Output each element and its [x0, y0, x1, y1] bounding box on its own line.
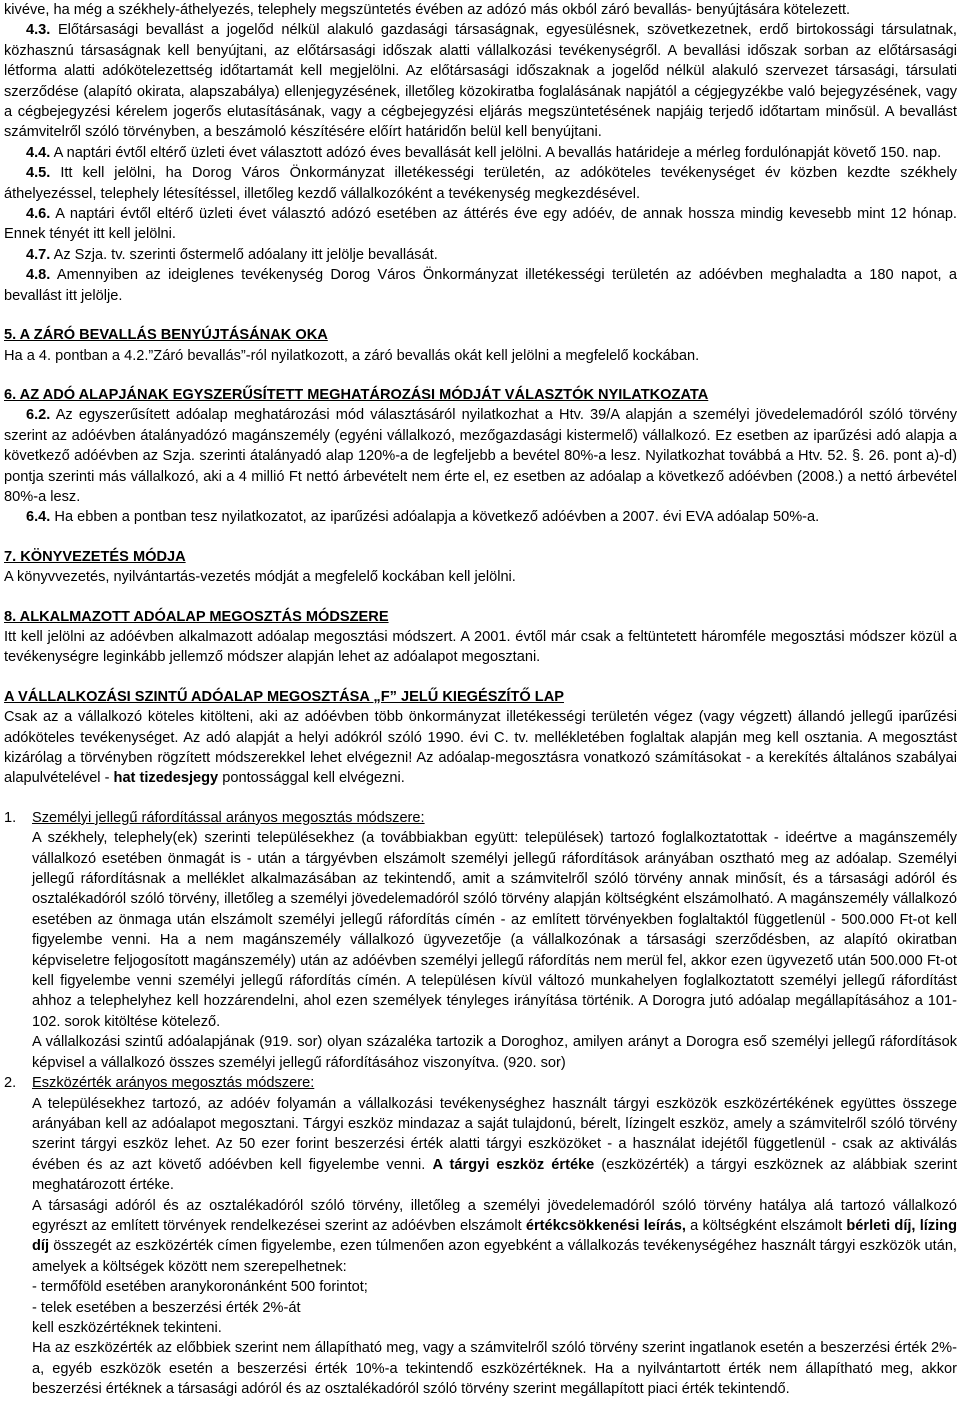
section-7-heading: 7. KÖNYVEZETÉS MÓDJA [4, 548, 186, 565]
list-item-2-title: Eszközérték arányos megosztás módszere: [32, 1075, 315, 1092]
item-4-3 [4, 20, 957, 142]
list-item-2-p2 [32, 1196, 957, 1278]
spacer [4, 366, 957, 385]
list-item-2-p2-c: összegét az eszközérték címen figyelembe, ezen túlmenően azon egyebként a vállalkozás tevékenységéhez használt tárgyi eszközök után, amelyek a költségek között nem szerepelhetnek: [32, 1238, 957, 1275]
section-f-heading: A VÁLLALKOZÁSI SZINTŰ ADÓALAP MEGOSZTÁSA „F” JELŰ KIEGÉSZÍTŐ LAP [4, 688, 564, 705]
section-6-heading: 6. AZ ADÓ ALAPJÁNAK EGYSZERŰSÍTETT MEGHATÁROZÁSI MÓDJÁT VÁLASZTÓK NYILATKOZATA [4, 386, 709, 403]
list-item-1-body [4, 828, 957, 1073]
spacer [4, 789, 957, 808]
list-item-1-num: 1. [4, 809, 17, 826]
list-item-2-dash-2: - telek esetében a beszerzési érték 2%-át [32, 1299, 301, 1316]
list-item-2-p1-b: (eszközérték) a tárgyi eszköznek az alábbiak szerint meghatározott értéke. [32, 1156, 957, 1194]
section-7-text: A könyvvezetés, nyilvántartás-vezetés módját a megfelelő kockában kell jelölni. [4, 569, 516, 586]
section-6-4 [4, 507, 957, 527]
spacer [4, 528, 957, 547]
section-6-2-text: Az egyszerűsített adóalap meghatározási mód választásáról nyilatkozhat a Htv. 39/A alapján a személyi jövedelemadóról szóló törvény szerint az adóévben átalányadózó magánszemély (egyéni vállalkozó, mezőgazdasági kistermelő) vállalkozó. Ez esetben az iparűzési adó alapja a következő adóévben az Szja. szerinti átalányadó alap 120%-a de legfeljebb a bevétel 80%-a lesz. Nyilatkozhat továbbá a Htv. 52. §. 26. pont a)-d) pontja szerinti más vállalkozó, aki a 4 millió Ft nettó árbevételt nem érte el, ez esetben az adóalap a következő adóévben (2008.) a nettó árbevétel 80%-a lesz. [4, 407, 958, 505]
list-item-2-dash-1: - termőföld esetében aranykoronánként 500 forintot; [32, 1279, 368, 1296]
item-4-8-num: 4.8. [26, 267, 51, 284]
section-5-text: Ha a 4. pontban a 4.2.”Záró bevallás”-ról nyilatkozott, a záró bevallás okát kell jelölni a megfelelő kockában. [4, 347, 700, 364]
list-item-2-p2-bold1: értékcsökkenési leírás, [525, 1217, 686, 1234]
list-item-2-body [4, 1094, 957, 1400]
section-8-heading: 8. ALKALMAZOTT ADÓALAP MEGOSZTÁS MÓDSZERE [4, 608, 389, 625]
section-6-4-num: 6.4. [26, 509, 51, 526]
list-item-2-dash-3: kell eszközértéknek tekinteni. [32, 1319, 222, 1336]
item-4-5-num: 4.5. [26, 165, 51, 182]
list-item-2-p1-a: A településekhez tartozó, az adóév folyamán a vállalkozási tevékenységhez használt tárgyi eszközök eszközértékének együttes összege arányában kell az adóalapot megosztani. Tárgyi eszköz mindazaz a saját tulajdonú, bérelt, lízingelt eszköz, amely a számvitelről szóló törvény szerint tárgyi eszköz lehet. Az 50 ezer forint beszerzési érték alatti tárgyi eszközöket - a használat idejétől függetlenül - csak az aktiválás évében és az azt követő adóévben kell figyelembe venni. [32, 1095, 957, 1173]
list-item-1 [4, 808, 957, 828]
intro-tail: kivéve, ha még a székhely-áthelyezés, telephely megszüntetés évében az adózó más okból záró bevallás- benyújtására kötelezett. [4, 2, 851, 18]
item-4-8-text: Amennyiben az ideiglenes tevékenység Dorog Város Önkormányzat illetékességi területén az adóévben meghaladta a 180 napot, a bevallást itt jelölje. [4, 267, 958, 304]
list-item-2-p1 [32, 1094, 957, 1196]
item-4-6-num: 4.6. [26, 206, 51, 223]
section-6-2-num: 6.2. [26, 407, 51, 424]
item-4-6-text: A naptári évtől eltérő üzleti évet választó adózó esetében az áttérés éve egy adóév, de annak hossza mindig kevesebb mint 12 hónap. Ennek tényét itt kell jelölni. [4, 206, 957, 243]
section-f-text-a: Csak az a vállalkozó köteles kitölteni, aki az adóévben több önkormányzat illetékességi területén végez (vagy végzett) állandó jellegű iparűzési adóköteles tevékenységet. Az adó alapját a helyi adókról szóló 1990. évi C. tv. mellékletében foglaltak alapján meg kell osztania. A megosztást kizárólag a törvényben rögzített módszerekkel lehet elvégezni! Az adóalap-megosztásra vonatkozó számításokat - a kerekítés általános szabályai alapulvételével - [4, 709, 957, 787]
list-item-1-p1: A székhely, telephely(ek) szerinti településekhez (a továbbiakban együtt: települések) tartozó foglalkoztatottak - ideértve a magánszemély vállalkozó esetében önmagát is - után a tárgyévben elszámolt személyi jellegű ráfordítások arányában osztható meg az adóalap. Személyi jellegű ráfordításnak a melléklet alkalmazásában az tekintendő, amit a számvitelről szóló törvény annak minősít, és a társasági adóról és osztalékadóról szóló törvény, illetőleg a személyi jövedelemadóról szóló törvény alapján költségként elszámolható. A magánszemély vállalkozó esetében az önmaga után elszámolt személyi jellegű ráfordítás címén - az említett törvényekben foglaltaktól függetlenül - 500.000 Ft-ot kell figyelembe venni. Ha a nem magánszemély vállalkozó ügyvezetője (a vállalkozónak a társasági szerződésben, az alapító okiratban képviseletre feljogosított magánszemély) után az adóévben személyi jellegű ráfordítás nem merül fel, akkor ezen ügyvezető után 500.000 Ft-ot kell figyelembe venni személyi jellegű ráfordítás címén. A településen kívül változó munkahelyen foglalkoztatott személyi jellegű ráfordítást ahhoz a telephelyhez kell hozzárendelni, ahol ezen személyek tényleges irányítása történik. A Dorogra jutó adóalap megállapításához a 101-102. sorok kitöltése kötelező. [32, 830, 957, 1030]
item-4-6 [4, 204, 957, 245]
spacer [4, 588, 957, 607]
item-4-5-text: Itt kell jelölni, ha Dorog Város Önkormányzat illetékességi területén, az adóköteles tevékenységet év közben kezdte székhely áthelyezéssel, telephely létesítéssel, illetőleg kezdő vállalkozóként a tevékenység megkezdésével. [4, 165, 957, 202]
item-4-5 [4, 163, 957, 204]
list-item-2-num: 2. [4, 1075, 17, 1092]
item-4-4-num: 4.4. [26, 144, 51, 161]
list-item-2-p3: Ha az eszközérték az előbbiek szerint nem állapítható meg, vagy a számvitelről szóló törvény szerint ingatlanok esetén a beszerzési érték 2%-a, egyéb eszközök esetén a beszerzési érték 10%-a tekintendő eszközértéknek. Ha a nyilvántartott érték nem állapítható meg, akkor beszerzési értéknek a társasági adóról és az osztalékadóról szóló törvény szerint megállapított piaci érték tekintendő. [32, 1340, 957, 1398]
item-4-7 [4, 245, 957, 265]
list-item-2-p2-bold2: bérleti díj, lízing díj [32, 1217, 957, 1255]
item-4-8 [4, 265, 957, 306]
section-6-4-text: Ha ebben a pontban tesz nyilatkozatot, az iparűzési adóalapja a következő adóévben a 2007. évi EVA adóalap 50%-a. [54, 509, 820, 526]
item-4-3-text: Előtársasági bevallást a jogelőd nélkül alakuló gazdasági társaságnak, egyesülésnek, szövetkezetnek, erdő birtokossági társulatnak, közhasznú társaságnak kell benyújtani, az előtársasági időszak alatti vállalkozási tevékenységről. A bevallási időszak sorban az előtársasági létforma alatti adókötelezettség időtartamát kell megjelölni. Az előtársasági időszaknak a jogelőd nélkül alakuló szervezet társasági, társulati szerződése (alapító okirata, alapszabálya) ellenjegyzésének, illetőleg közokiratba foglalásának napjától a cégjegyzékbe való bejegyzésének, vagy a cégbejegyzési kérelem jogerős elutasításának, vagy a cégbejegyzési eljárás megszüntetésének napjáig terjedő időtartam minősül. A bevallást számvitelről szóló törvényben, a beszámoló készítésére előírt határidőn belül kell benyújtani. [4, 22, 957, 141]
item-4-3-num: 4.3. [26, 22, 51, 39]
list-item-1-title: Személyi jellegű ráfordítással arányos megosztás módszere: [32, 809, 425, 826]
list-item-2-p2-a: A társasági adóról és az osztalékadóról szóló törvény, illetőleg a személyi jövedelemadóról szóló törvény hatálya alá tartozó vállalkozó egyrészt az említett törvények rendelkezései szerint az adóévben elszámolt [32, 1197, 957, 1234]
section-6-2 [4, 405, 957, 507]
list-item-2-p2-b: a költségként elszámolt [690, 1217, 843, 1234]
section-8-text: Itt kell jelölni az adóévben alkalmazott adóalap megosztási módszert. A 2001. évtől már csak a feltüntetett háromféle megosztási módszer közül a tevékenységre leginkább jellemző módszer alapján lehet az adóalapot megosztani. [4, 628, 957, 666]
list-item-2 [4, 1073, 957, 1093]
section-f-text-b: pontossággal kell elvégezni. [222, 770, 405, 787]
list-item-1-p2: A vállalkozási szintű adóalapjának (919. sor) olyan százaléka tartozik a Doroghoz, amilyen arányt a Dorogra eső személyi jellegű ráfordítások képvisel a vállalkozó összes személyi jellegű ráfordításához viszonyítva. (920. sor) [32, 1034, 957, 1071]
section-f-text [4, 707, 957, 789]
section-f-text-bold: hat tizedesjegy [113, 770, 219, 787]
spacer [4, 668, 957, 687]
item-4-4 [4, 143, 957, 163]
item-4-7-num: 4.7. [26, 246, 51, 263]
list-item-2-p1-bold: A tárgyi eszköz értéke [432, 1156, 595, 1173]
item-4-7-text: Az Szja. tv. szerinti őstermelő adóalany itt jelölje bevallását. [53, 246, 438, 263]
section-5-heading: 5. A ZÁRÓ BEVALLÁS BENYÚJTÁSÁNAK OKA [4, 327, 328, 344]
item-4-4-text: A naptári évtől eltérő üzleti évet választott adózó éves bevallását kell jelölni. A bevallás határideje a mérleg fordulónapját követő 150. nap. [53, 144, 942, 161]
spacer [4, 306, 957, 325]
